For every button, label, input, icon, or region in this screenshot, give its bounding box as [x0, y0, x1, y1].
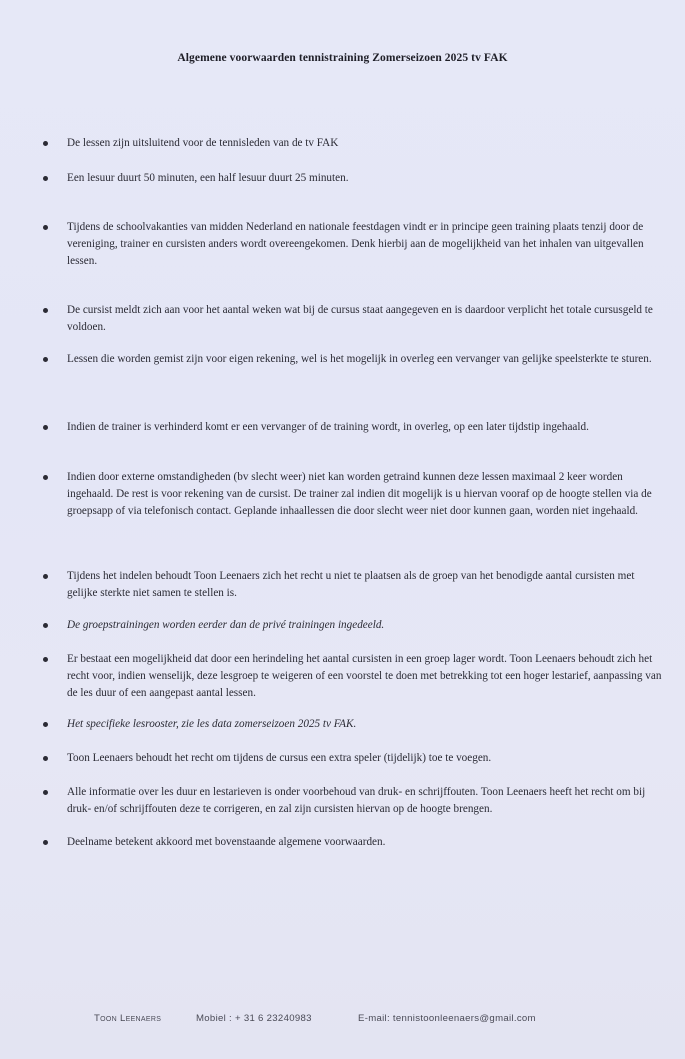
list-item: [67, 219, 665, 270]
list-item-text: Indien door externe omstandigheden (bv slecht weer) niet kan worden getraind kunnen deze lessen maximaal 2 keer worden ingehaald. De rest is voor rekening van de cursist. De trainer zal indien dit mogelijk is u hiervan vooraf op de hoogte stellen via de groepsapp of via telefonisch contact. Geplande inhaallessen die door slecht weer niet door kunnen gaan, worden niet ingehaald.: [67, 471, 652, 517]
list-item-text: Er bestaat een mogelijkheid dat door een herindeling het aantal cursisten in een groep lager wordt. Toon Leenaers behoudt zich het recht voor, indien wenselijk, deze lesgroep te weigeren of een voorstel te doen met betrekking tot een hoger lestarief, aanpassing van de les duur of een aangepast aantal lessen.: [67, 653, 662, 699]
bullet-icon: [43, 357, 48, 362]
list-item-text: Toon Leenaers behoudt het recht om tijdens de cursus een extra speler (tijdelijk) toe te voegen.: [67, 752, 492, 764]
list-item: [67, 170, 665, 187]
bullet-icon: [43, 141, 48, 146]
list-item-text: Tijdens het indelen behoudt Toon Leenaers zich het recht u niet te plaatsen als de groep van het benodigde aantal cursisten met gelijke sterkte niet samen te stellen is.: [67, 570, 635, 599]
bullet-icon: [43, 756, 48, 761]
list-item: [67, 750, 665, 767]
bullet-icon: [43, 425, 48, 430]
list-item: [67, 617, 665, 634]
list-item-text: Tijdens de schoolvakanties van midden Nederland en nationale feestdagen vindt er in principe geen training plaats tenzij door de vereniging, trainer en cursisten anders wordt overeengekomen. Denk hierbij aan de mogelijkheid van het inhalen van uitgevallen lessen.: [67, 221, 644, 267]
footer-email: E-mail: tennistoonleenaers@gmail.com: [358, 1013, 536, 1024]
bullet-icon: [43, 225, 48, 230]
list-item: [67, 302, 665, 336]
list-item: [67, 135, 665, 152]
list-item: [67, 834, 665, 851]
bullet-icon: [43, 840, 48, 845]
bullet-icon: [43, 657, 48, 662]
list-item-text: Het specifieke lesrooster, zie les data zomerseizoen 2025 tv FAK.: [67, 718, 357, 730]
bullet-icon: [43, 574, 48, 579]
footer-phone: Mobiel : + 31 6 23240983: [196, 1013, 312, 1024]
list-item-text: Alle informatie over les duur en lestarieven is onder voorbehoud van druk- en schrijffouten. Toon Leenaers heeft het recht om bij druk- en/of schrijffouten deze te corrigeren, en zal zijn cursisten hiervan op de hoogte brengen.: [67, 786, 646, 815]
list-item-text: De cursist meldt zich aan voor het aantal weken wat bij de cursus staat aangegeven en is daardoor verplicht het totale cursusgeld te voldoen.: [67, 304, 653, 333]
list-item: [67, 469, 665, 520]
list-item-text: Lessen die worden gemist zijn voor eigen rekening, wel is het mogelijk in overleg een vervanger van gelijke speelsterkte te sturen.: [67, 353, 652, 365]
list-item: [67, 419, 665, 436]
list-item: [67, 568, 665, 602]
footer-name: Toon Leenaers: [94, 1013, 162, 1024]
list-item: [67, 651, 665, 702]
list-item: [67, 784, 665, 818]
document-title: Algemene voorwaarden tennistraining Zomerseizoen 2025 tv FAK: [177, 52, 508, 64]
bullet-icon: [43, 308, 48, 313]
list-item-text: De lessen zijn uitsluitend voor de tennisleden van de tv FAK: [67, 137, 339, 149]
list-item-text: Deelname betekent akkoord met bovenstaande algemene voorwaarden.: [67, 836, 386, 848]
bullet-icon: [43, 790, 48, 795]
list-item: [67, 351, 665, 368]
list-item-text: Een lesuur duurt 50 minuten, een half lesuur duurt 25 minuten.: [67, 172, 349, 184]
list-item-text: Indien de trainer is verhinderd komt er een vervanger of de training wordt, in overleg, op een later tijdstip ingehaald.: [67, 421, 589, 433]
list-item: [67, 716, 665, 733]
bullet-icon: [43, 623, 48, 628]
bullet-icon: [43, 176, 48, 181]
bullet-icon: [43, 722, 48, 727]
bullet-icon: [43, 475, 48, 480]
list-item-text: De groepstrainingen worden eerder dan de privé trainingen ingedeeld.: [67, 619, 385, 631]
